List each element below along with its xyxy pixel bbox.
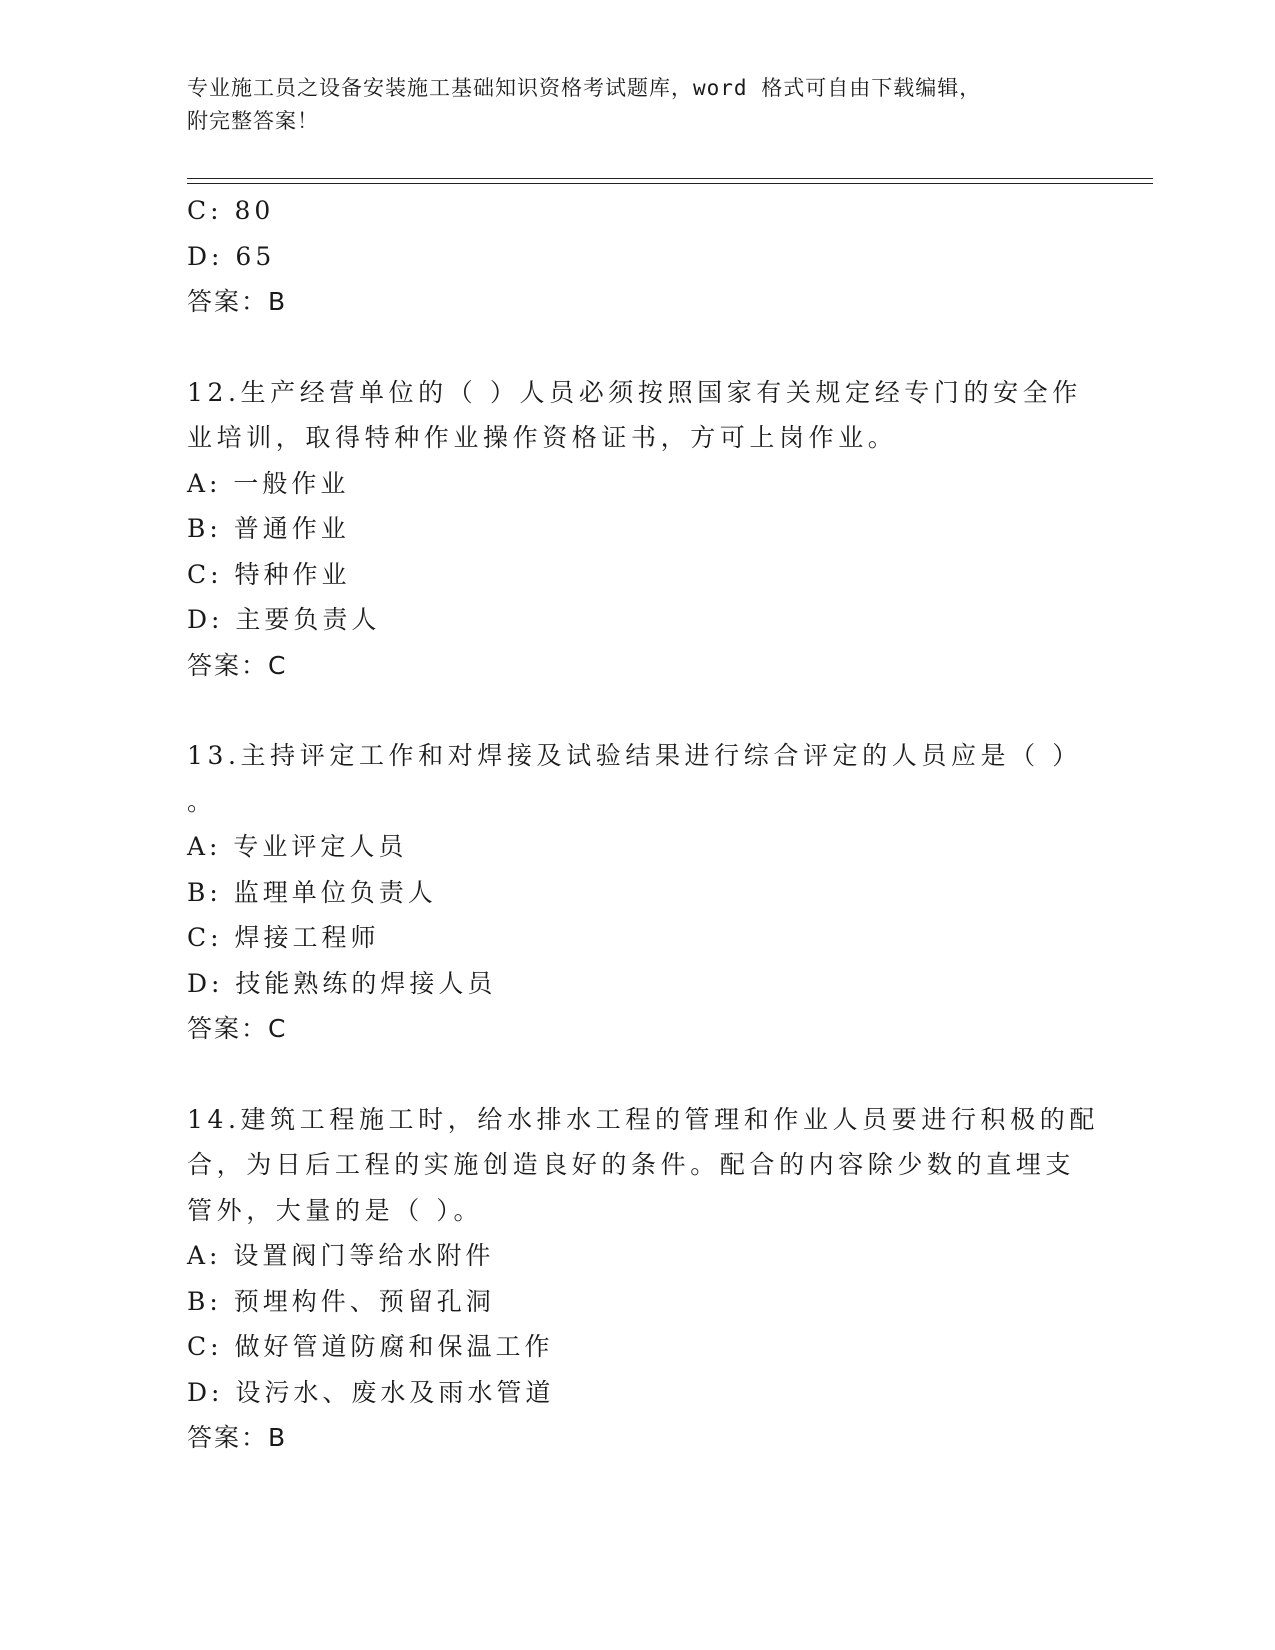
question-stem-line: 14.建筑工程施工时，给水排水工程的管理和作业人员要进行积极的配 <box>187 1104 1099 1134</box>
question-12 <box>187 370 1087 689</box>
option-d: D: 65 <box>187 241 276 271</box>
option-b: B: 普通作业 <box>187 514 350 543</box>
question-stem-line: 12.生产经营单位的（ ）人员必须按照国家有关规定经专门的安全作 <box>187 377 1082 407</box>
answer-line: 答案：B <box>187 287 288 316</box>
question-stem-line: 。 <box>187 786 217 816</box>
option-d: D: 主要负责人 <box>187 605 381 634</box>
option-d: D: 技能熟练的焊接人员 <box>187 968 497 998</box>
option-c: C: 做好管道防腐和保温工作 <box>187 1332 554 1361</box>
option-b: B: 预埋构件、预留孔洞 <box>187 1286 495 1316</box>
question-stem-line: 合，为日后工程的实施创造良好的条件。配合的内容除少数的直埋支 <box>187 1150 1076 1179</box>
question-stem-line: 管外，大量的是（ ）。 <box>187 1195 484 1225</box>
option-a: A: 设置阀门等给水附件 <box>187 1241 495 1270</box>
option-c: C: 焊接工程师 <box>187 923 380 952</box>
option-a: A: 专业评定人员 <box>187 832 408 861</box>
answer-line: 答案：C <box>187 1014 288 1043</box>
question-14 <box>187 1097 1099 1461</box>
question-13 <box>187 733 1087 1052</box>
answer-line: 答案：B <box>187 1423 288 1452</box>
document-header <box>187 72 1087 138</box>
option-d: D: 设污水、废水及雨水管道 <box>187 1377 555 1407</box>
answer-line: 答案：C <box>187 650 288 680</box>
question-stem-line: 业培训，取得特种作业操作资格证书，方可上岗作业。 <box>187 423 898 452</box>
question-content <box>187 188 1099 1461</box>
question-stem-line: 13.主持评定工作和对焊接及试验结果进行综合评定的人员应是（ ） <box>187 741 1082 770</box>
header-line-1: 专业施工员之设备安装施工基础知识资格考试题库，word 格式可自由下载编辑， <box>187 76 982 100</box>
option-b: B: 监理单位负责人 <box>187 877 437 907</box>
question-11-continuation <box>187 188 1087 325</box>
header-rule-bottom <box>187 183 1153 184</box>
option-c: C: 80 <box>187 196 275 225</box>
header-rule-top <box>187 178 1153 179</box>
option-a: A: 一般作业 <box>187 468 350 498</box>
header-line-2: 附完整答案！ <box>187 109 319 133</box>
option-c: C: 特种作业 <box>187 559 351 589</box>
